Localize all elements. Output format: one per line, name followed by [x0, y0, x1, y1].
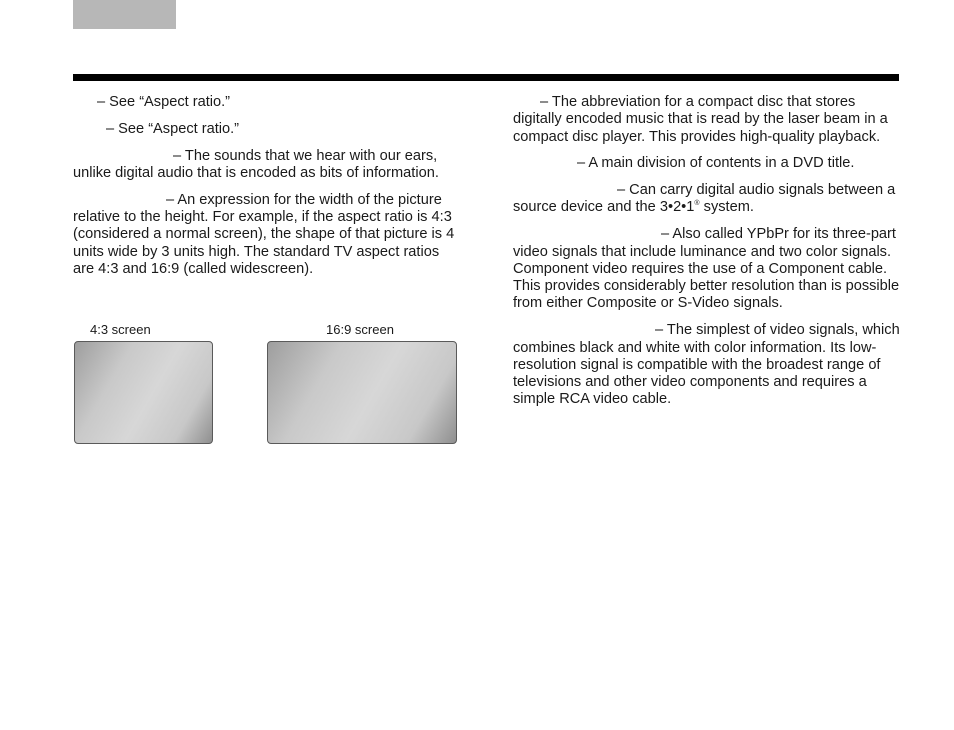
screen-16-9-illustration — [267, 341, 457, 444]
glossary-entry — [513, 182, 901, 217]
left-column — [73, 94, 458, 288]
right-column — [513, 94, 901, 418]
entry-text: – The simplest of video signals, which combines black and white with color information. Its low- resolution signal is compatible with the broadest range of televisions and other video components and requires a simple RCA video cable. — [513, 322, 900, 408]
screen-4-3-illustration — [74, 341, 213, 444]
glossary-entry — [73, 192, 458, 278]
header-tab-block — [73, 0, 176, 29]
screen-16-9-label: 16:9 screen — [326, 322, 394, 337]
entry-text: system. — [699, 199, 754, 216]
screen-4-3-label: 4:3 screen — [90, 322, 151, 337]
entry-text: – Can carry digital audio signals between a source device and the 3•2•1 — [513, 182, 896, 216]
glossary-entry — [513, 155, 901, 172]
entry-text: – An expression for the width of the picture relative to the height. For example, if the aspect ratio is 4:3 (considered a normal screen), the shape of that picture is 4 units wide by 3 units high. The standard TV aspect ratios are 4:3 and 16:9 (called widescreen). — [73, 191, 455, 277]
glossary-entry — [73, 121, 458, 138]
entry-text: – A main division of contents in a DVD title. — [577, 155, 855, 172]
glossary-entry — [513, 226, 901, 312]
header-rule — [73, 74, 899, 81]
entry-text: – The abbreviation for a compact disc that stores digitally encoded music that is read by the laser beam in a compact disc player. This provides high-quality playback. — [513, 94, 888, 145]
entry-text: – The sounds that we hear with our ears, unlike digital audio that is encoded as bits of information. — [73, 147, 439, 181]
glossary-entry — [73, 94, 458, 111]
glossary-entry — [513, 94, 901, 146]
entry-text: – See “Aspect ratio.” — [106, 120, 240, 137]
entry-text: – Also called YPbPr for its three-part video signals that include luminance and two color signals. Component video requires the use of a Component cable. This provides considerably better resolution than is possible from either Composite or S-Video signals. — [513, 226, 900, 312]
glossary-entry — [73, 148, 458, 183]
registered-mark: ® — [694, 200, 700, 208]
glossary-entry — [513, 322, 901, 408]
entry-text: – See “Aspect ratio.” — [97, 94, 231, 110]
